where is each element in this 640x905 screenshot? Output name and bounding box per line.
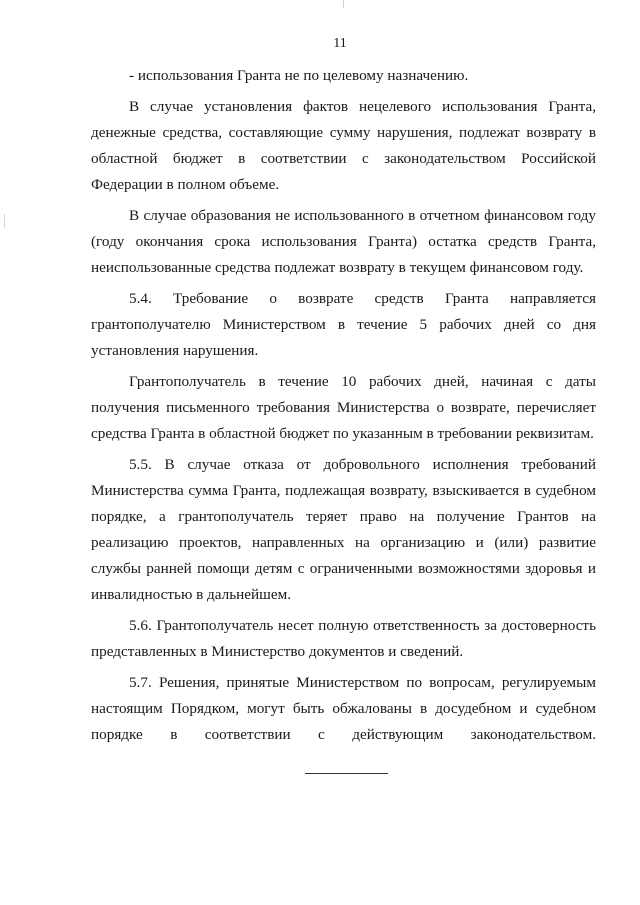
paragraph-misuse-return: В случае установления фактов нецелевого использования Гранта, денежные средства, составляющие сумму нарушения, подлежат возврату в областной бюджет в соответствии с законодательством Российской Федерации в полном объеме. xyxy=(91,98,596,193)
paragraph-return-transfer: Грантополучатель в течение 10 рабочих дней, начиная с даты получения письменного требования Министерства о возврате, перечисляет средства Гранта в областной бюджет по указанным в требовании реквизитам. xyxy=(91,373,596,442)
paragraph-5-7: 5.7. Решения, принятые Министерством по вопросам, регулируемым настоящим Порядком, могут быть обжалованы в досудебном и судебном порядке в соответствии с действующим законодательством. xyxy=(91,674,596,743)
paragraph-5-4: 5.4. Требование о возврате средств Гранта направляется грантополучателю Министерством в течение 5 рабочих дней со дня установления нарушения. xyxy=(91,290,596,359)
paragraph-5-6: 5.6. Грантополучатель несет полную ответственность за достоверность представленных в Министерство документов и сведений. xyxy=(91,617,596,660)
document-body xyxy=(91,63,596,753)
paragraph-misuse-item: - использования Гранта не по целевому назначению. xyxy=(129,67,469,84)
end-of-document-line xyxy=(305,773,388,774)
paragraph-5-5: 5.5. В случае отказа от добровольного исполнения требований Министерства сумма Гранта, подлежащая возврату, взыскивается в судебном порядке, а грантополучатель теряет право на получение Грантов на реализацию проектов, направленных на организацию и (или) развитие службы ранней помощи детям с ограниченными возможностями здоровья и инвалидностью в дальнейшем. xyxy=(91,456,596,603)
scan-artifact-top xyxy=(343,0,344,8)
paragraph-unused-balance: В случае образования не использованного в отчетном финансовом году (году окончания срока использования Гранта) остатка средств Гранта, неиспользованные средства подлежат возврату в текущем финансовом году. xyxy=(91,207,596,276)
scan-artifact-left xyxy=(4,214,5,228)
page-number: 11 xyxy=(333,36,347,51)
